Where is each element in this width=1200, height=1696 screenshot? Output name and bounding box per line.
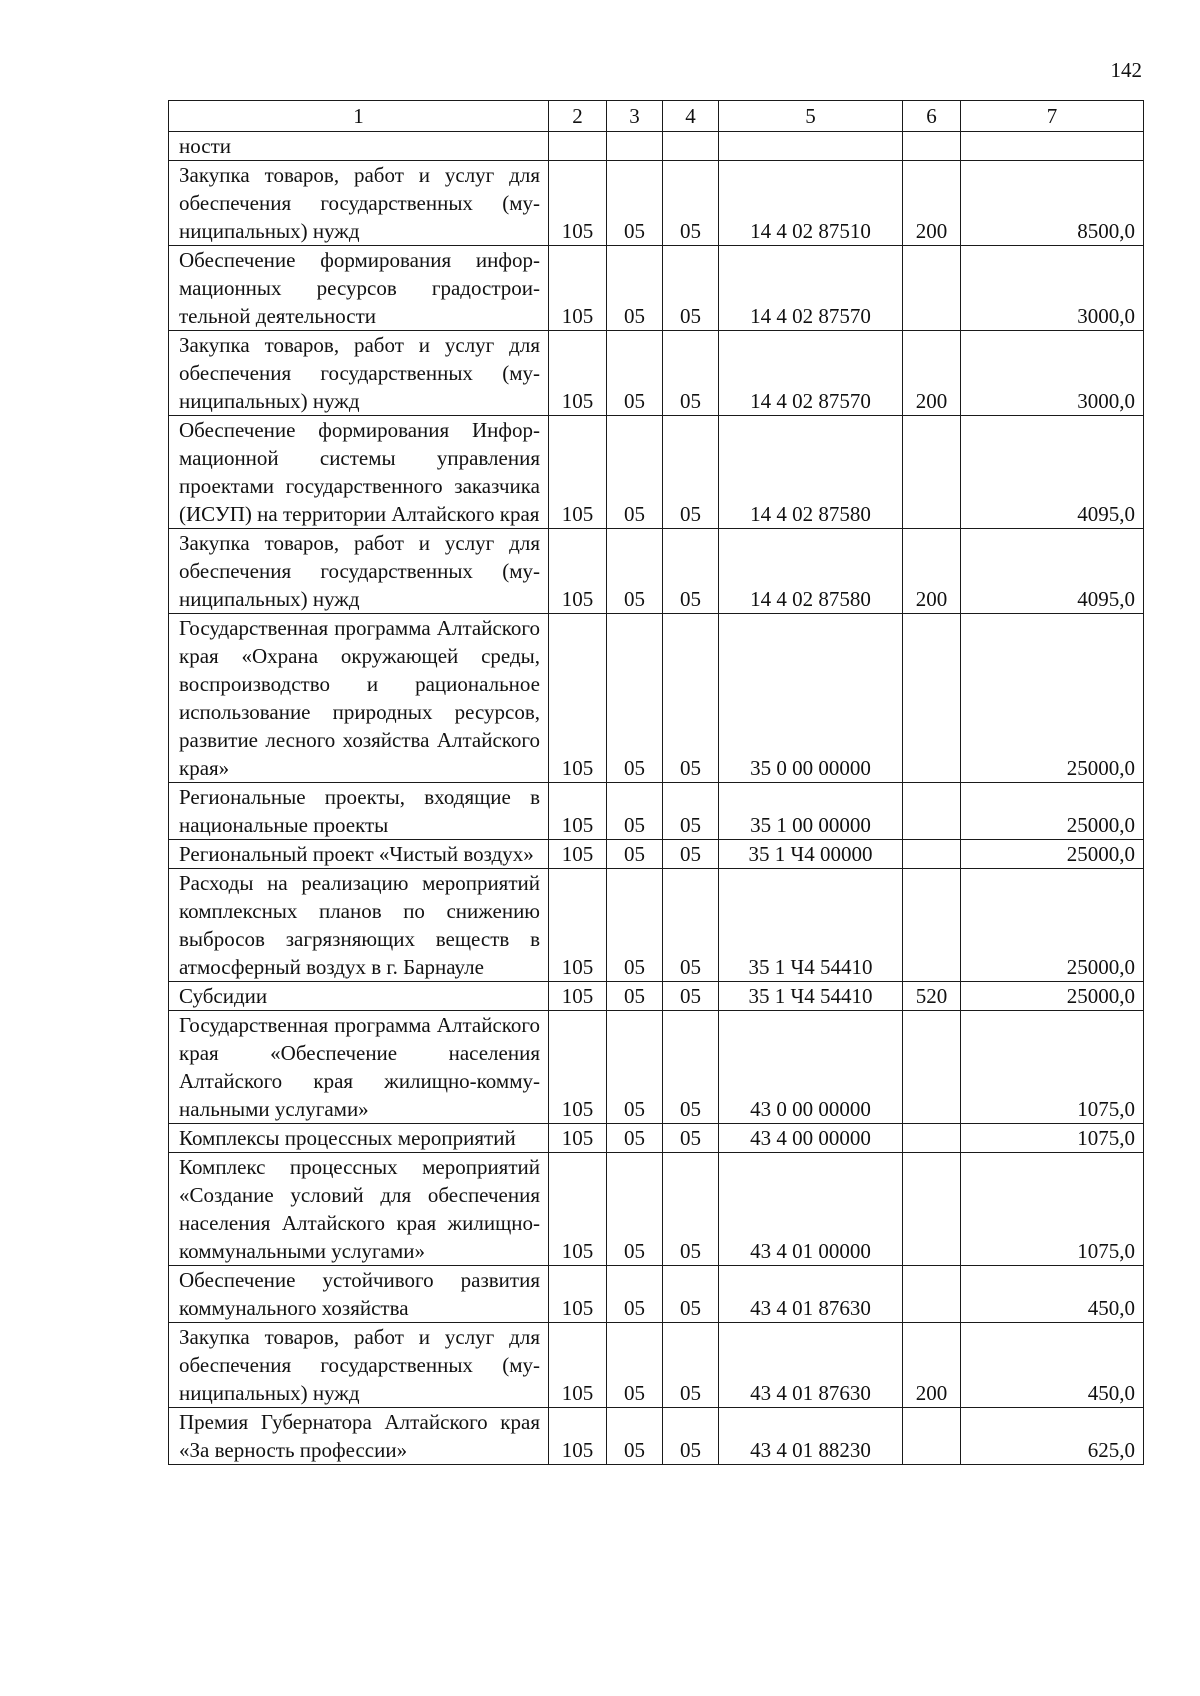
amount-cell: 450,0 [961,1266,1144,1323]
amount-cell: 4095,0 [961,416,1144,529]
expense-type-cell [903,1153,961,1266]
subsection-code-cell: 05 [663,161,719,246]
ministry-code-cell: 105 [549,1011,607,1124]
section-code-cell: 05 [607,869,663,982]
ministry-code-cell: 105 [549,869,607,982]
amount-cell: 625,0 [961,1408,1144,1465]
target-article-cell: 43 4 01 87630 [719,1323,903,1408]
ministry-code-cell: 105 [549,416,607,529]
ministry-code-cell: 105 [549,614,607,783]
section-code-cell: 05 [607,614,663,783]
subsection-code-cell: 05 [663,982,719,1011]
column-header-2: 2 [549,101,607,132]
table-row [169,529,1144,614]
subsection-code-cell: 05 [663,1124,719,1153]
amount-cell: 25000,0 [961,840,1144,869]
expense-name-cell: Комплекс процессных мероприятий «Создание условий для обеспечения населения Алтайского края жилищно-коммунальными услугами» [169,1153,549,1266]
expense-name-cell: Комплексы процессных мероприятий [169,1124,549,1153]
expense-type-cell [903,869,961,982]
section-code-cell: 05 [607,331,663,416]
expense-name-cell: Премия Губернатора Алтайского края «За верность профессии» [169,1408,549,1465]
amount-cell: 3000,0 [961,331,1144,416]
target-article-cell: 43 4 01 88230 [719,1408,903,1465]
section-code-cell: 05 [607,982,663,1011]
target-article-cell: 43 4 01 87630 [719,1266,903,1323]
ministry-code-cell: 105 [549,982,607,1011]
amount-cell: 25000,0 [961,869,1144,982]
section-code-cell: 05 [607,529,663,614]
expense-name-cell: Обеспечение формирования информационных ресурсов градостроительной деятельности [169,246,549,331]
budget-table [168,100,1144,1465]
table-row [169,161,1144,246]
expense-name-cell: Закупка товаров, работ и услуг для обеспечения государственных (муниципальных) нужд [169,161,549,246]
target-article-cell: 14 4 02 87570 [719,246,903,331]
expense-type-cell: 200 [903,529,961,614]
table-row [169,1124,1144,1153]
column-header-5: 5 [719,101,903,132]
section-code-cell: 05 [607,783,663,840]
target-article-cell: 35 1 Ч4 54410 [719,869,903,982]
target-article-cell: 14 4 02 87580 [719,529,903,614]
amount-cell: 1075,0 [961,1153,1144,1266]
table-row [169,1408,1144,1465]
amount-cell: 25000,0 [961,982,1144,1011]
table-row [169,416,1144,529]
subsection-code-cell [663,132,719,161]
section-code-cell: 05 [607,246,663,331]
ministry-code-cell: 105 [549,529,607,614]
expense-name-cell: Региональные проекты, входящие в национальные проекты [169,783,549,840]
amount-cell: 1075,0 [961,1124,1144,1153]
ministry-code-cell: 105 [549,161,607,246]
section-code-cell: 05 [607,1153,663,1266]
subsection-code-cell: 05 [663,331,719,416]
table-row [169,331,1144,416]
ministry-code-cell: 105 [549,1266,607,1323]
section-code-cell: 05 [607,416,663,529]
target-article-cell: 35 1 Ч4 54410 [719,982,903,1011]
subsection-code-cell: 05 [663,614,719,783]
table-row [169,1011,1144,1124]
target-article-cell: 14 4 02 87580 [719,416,903,529]
expense-type-cell [903,246,961,331]
section-code-cell: 05 [607,1266,663,1323]
ministry-code-cell: 105 [549,1153,607,1266]
expense-type-cell [903,1011,961,1124]
ministry-code-cell: 105 [549,1124,607,1153]
expense-name-cell: Закупка товаров, работ и услуг для обеспечения государственных (муниципальных) нужд [169,331,549,416]
subsection-code-cell: 05 [663,1323,719,1408]
section-code-cell: 05 [607,840,663,869]
header-row [169,101,1144,132]
section-code-cell: 05 [607,161,663,246]
subsection-code-cell: 05 [663,1153,719,1266]
expense-type-cell [903,783,961,840]
expense-type-cell: 200 [903,161,961,246]
table-row [169,1266,1144,1323]
column-header-1: 1 [169,101,549,132]
expense-type-cell [903,132,961,161]
section-code-cell: 05 [607,1011,663,1124]
target-article-cell [719,132,903,161]
amount-cell: 3000,0 [961,246,1144,331]
ministry-code-cell: 105 [549,331,607,416]
amount-cell: 8500,0 [961,161,1144,246]
target-article-cell: 35 1 Ч4 00000 [719,840,903,869]
expense-type-cell [903,840,961,869]
expense-type-cell [903,614,961,783]
expense-name-cell: Расходы на реализацию мероприятий комплексных планов по снижению выбросов загрязняющих веществ в атмосферный воздух в г. Барнауле [169,869,549,982]
table-row [169,246,1144,331]
table-row [169,614,1144,783]
section-code-cell: 05 [607,1323,663,1408]
subsection-code-cell: 05 [663,529,719,614]
subsection-code-cell: 05 [663,1266,719,1323]
section-code-cell: 05 [607,1408,663,1465]
subsection-code-cell: 05 [663,1408,719,1465]
expense-name-cell: Обеспечение формирования Информационной системы управления проектами государственного заказчика (ИСУП) на территории Алтайского края [169,416,549,529]
target-article-cell: 43 0 00 00000 [719,1011,903,1124]
ministry-code-cell: 105 [549,840,607,869]
target-article-cell: 43 4 00 00000 [719,1124,903,1153]
table-row [169,783,1144,840]
expense-name-cell: Региональный проект «Чистый воздух» [169,840,549,869]
amount-cell: 1075,0 [961,1011,1144,1124]
amount-cell: 4095,0 [961,529,1144,614]
target-article-cell: 35 1 00 00000 [719,783,903,840]
subsection-code-cell: 05 [663,416,719,529]
target-article-cell: 35 0 00 00000 [719,614,903,783]
expense-type-cell [903,1408,961,1465]
table-row [169,132,1144,161]
ministry-code-cell: 105 [549,246,607,331]
table-row [169,840,1144,869]
expense-name-cell: ности [169,132,549,161]
section-code-cell: 05 [607,1124,663,1153]
target-article-cell: 14 4 02 87570 [719,331,903,416]
expense-name-cell: Государственная программа Алтайского края «Охрана окружающей среды, воспроизводство и рациональное использование природных ресурсов, развитие лесного хозяйства Алтайского края» [169,614,549,783]
expense-type-cell: 200 [903,331,961,416]
target-article-cell: 43 4 01 00000 [719,1153,903,1266]
target-article-cell: 14 4 02 87510 [719,161,903,246]
table-row [169,1323,1144,1408]
table-row [169,1153,1144,1266]
column-header-7: 7 [961,101,1144,132]
ministry-code-cell: 105 [549,1323,607,1408]
table-body [169,132,1144,1465]
section-code-cell [607,132,663,161]
subsection-code-cell: 05 [663,246,719,331]
expense-name-cell: Государственная программа Алтайского края «Обеспечение населения Алтайского края жилищно-коммунальными услугами» [169,1011,549,1124]
column-header-6: 6 [903,101,961,132]
table-row [169,869,1144,982]
table-row [169,982,1144,1011]
amount-cell: 25000,0 [961,614,1144,783]
subsection-code-cell: 05 [663,869,719,982]
expense-type-cell [903,1124,961,1153]
expense-name-cell: Закупка товаров, работ и услуг для обеспечения государственных (муниципальных) нужд [169,1323,549,1408]
column-header-4: 4 [663,101,719,132]
expense-name-cell: Обеспечение устойчивого развития коммунального хозяйства [169,1266,549,1323]
subsection-code-cell: 05 [663,783,719,840]
subsection-code-cell: 05 [663,1011,719,1124]
page-number: 142 [1110,58,1142,82]
column-header-3: 3 [607,101,663,132]
subsection-code-cell: 05 [663,840,719,869]
expense-type-cell [903,1266,961,1323]
amount-cell: 450,0 [961,1323,1144,1408]
expense-type-cell [903,416,961,529]
expense-type-cell: 200 [903,1323,961,1408]
expense-type-cell: 520 [903,982,961,1011]
ministry-code-cell: 105 [549,783,607,840]
amount-cell: 25000,0 [961,783,1144,840]
expense-name-cell: Субсидии [169,982,549,1011]
amount-cell [961,132,1144,161]
ministry-code-cell [549,132,607,161]
expense-name-cell: Закупка товаров, работ и услуг для обеспечения государственных (муниципальных) нужд [169,529,549,614]
ministry-code-cell: 105 [549,1408,607,1465]
